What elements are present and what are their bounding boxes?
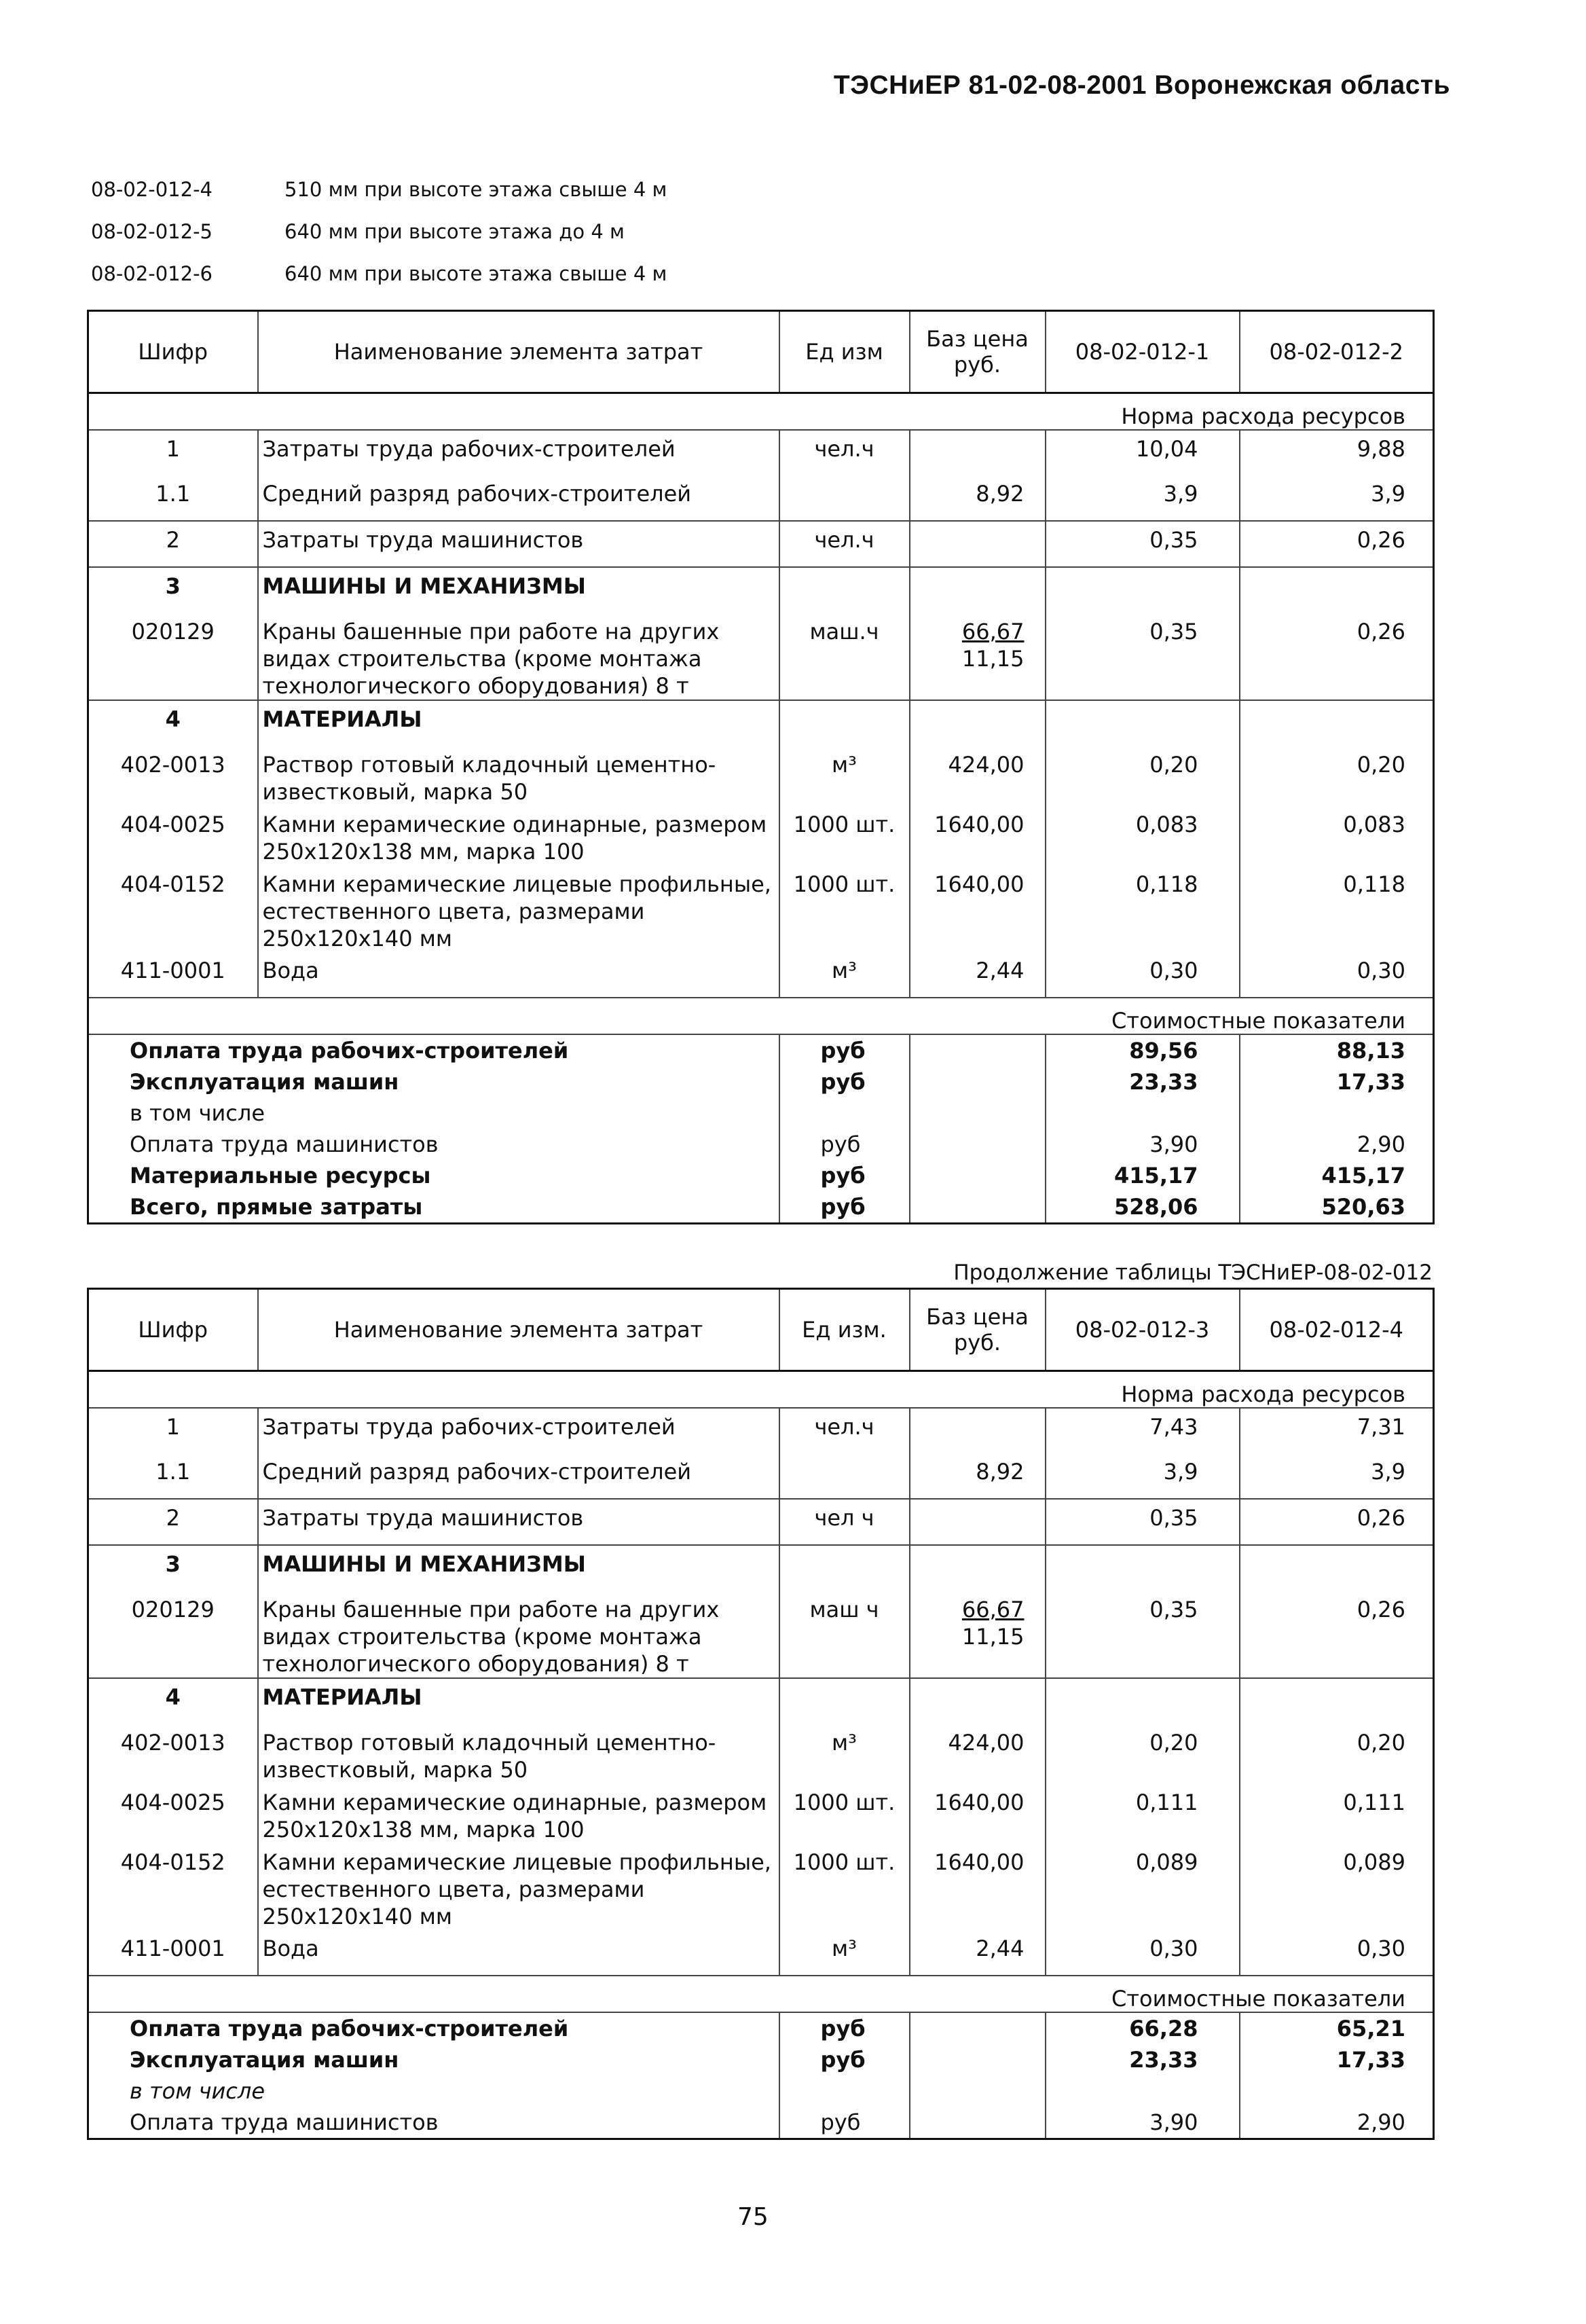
row-price-secondary: 11,15	[961, 646, 1025, 672]
summary-label: Эксплуатация машин	[130, 2047, 399, 2073]
row-unit: 1000 шт.	[779, 1843, 910, 1930]
summary-row	[88, 1191, 1434, 1224]
row-name: Вода	[258, 952, 779, 998]
summary-value-1: 528,06	[1046, 1191, 1240, 1224]
row-value-1: 3,9	[1046, 1453, 1240, 1499]
row-code: 404-0025	[120, 812, 225, 837]
summary-value-1: 23,33	[1046, 1066, 1240, 1097]
norm-label-row	[88, 393, 1434, 431]
section-code: 4	[88, 1678, 258, 1724]
summary-value-2: 88,13	[1240, 1034, 1434, 1066]
table-row	[88, 1724, 1434, 1783]
row-code: 411-0001	[120, 1936, 225, 1961]
row-value-2: 0,30	[1240, 952, 1434, 998]
summary-value-2: 415,17	[1240, 1160, 1434, 1191]
section-code: 3	[88, 1545, 258, 1591]
row-unit: м³	[779, 1930, 910, 1976]
row-price-main: 66,67	[961, 619, 1025, 644]
row-value-2: 0,118	[1240, 865, 1434, 952]
row-unit	[779, 475, 910, 521]
summary-row	[88, 1034, 1434, 1066]
summary-unit: руб	[779, 1066, 910, 1097]
row-name: Краны башенные при работе на других видах строительства (кроме монтажа технологического оборудования) 8 т	[258, 613, 779, 700]
row-name: Раствор готовый кладочный цементно-известковый, марка 50	[258, 1724, 779, 1783]
summary-label: в том числе	[130, 1100, 265, 1126]
row-value-1: 0,35	[1046, 613, 1240, 700]
header-name: Наименование элемента затрат	[258, 1289, 779, 1371]
row-code: 404-0025	[120, 1790, 225, 1815]
summary-value-1: 415,17	[1046, 1160, 1240, 1191]
row-code: 1.1	[155, 481, 191, 507]
row-price: 424,00	[910, 1724, 1046, 1783]
header-price: Баз цена руб.	[910, 1289, 1046, 1371]
summary-value-1: 66,28	[1046, 2012, 1240, 2044]
row-price: 8,92	[910, 475, 1046, 521]
header-code: Шифр	[88, 311, 258, 393]
row-value-2: 0,20	[1240, 1724, 1434, 1783]
row-unit: м³	[779, 1724, 910, 1783]
intro-code: 08-02-012-5	[91, 220, 213, 243]
header-unit: Ед изм.	[779, 1289, 910, 1371]
row-price-main: 66,67	[961, 1597, 1025, 1622]
intro-text: 510 мм при высоте этажа свыше 4 м	[284, 178, 667, 201]
row-value-2: 0,20	[1240, 746, 1434, 805]
row-code: 1	[166, 1414, 180, 1440]
summary-unit: руб	[779, 1034, 910, 1066]
row-code: 020129	[131, 1597, 215, 1622]
row-unit: чел.ч	[779, 430, 910, 475]
header-price: Баз цена руб.	[910, 311, 1046, 393]
summary-row	[88, 1066, 1434, 1097]
section-title: МАТЕРИАЛЫ	[258, 700, 779, 746]
row-code: 020129	[131, 619, 215, 644]
resource-table-1	[87, 310, 1435, 1224]
row-value-1: 0,30	[1046, 1930, 1240, 1976]
table-row	[88, 1591, 1434, 1678]
summary-row	[88, 1097, 1434, 1129]
intro-item	[91, 262, 667, 304]
row-unit: маш.ч	[779, 613, 910, 700]
row-name: Затраты труда рабочих-строителей	[258, 1408, 779, 1453]
summary-row	[88, 2107, 1434, 2139]
row-price	[910, 521, 1046, 567]
summary-value-1: 3,90	[1046, 1129, 1240, 1160]
row-unit: 1000 шт.	[779, 1783, 910, 1843]
row-name: Затраты труда рабочих-строителей	[258, 430, 779, 475]
row-name: Краны башенные при работе на других видах строительства (кроме монтажа технологического оборудования) 8 т	[258, 1591, 779, 1678]
row-name: Средний разряд рабочих-строителей	[258, 475, 779, 521]
summary-unit: руб	[779, 2107, 910, 2139]
summary-label: в том числе	[130, 2078, 265, 2104]
section-row	[88, 1678, 1434, 1724]
section-title: МАШИНЫ И МЕХАНИЗМЫ	[258, 1545, 779, 1591]
summary-unit: руб	[779, 1129, 910, 1160]
table-row	[88, 475, 1434, 521]
row-value-2: 0,26	[1240, 1591, 1434, 1678]
table-row	[88, 805, 1434, 865]
row-value-1: 0,20	[1046, 746, 1240, 805]
row-name: Камни керамические лицевые профильные, естественного цвета, размерами 250х120х140 мм	[258, 1843, 779, 1930]
row-value-2: 7,31	[1240, 1408, 1434, 1453]
row-price	[910, 1499, 1046, 1545]
row-unit: чел.ч	[779, 1408, 910, 1453]
row-price: 2,44	[910, 952, 1046, 998]
page-number: 75	[737, 2203, 769, 2231]
row-unit: м³	[779, 746, 910, 805]
section-row	[88, 567, 1434, 613]
row-price: 2,44	[910, 1930, 1046, 1976]
table-row	[88, 1843, 1434, 1930]
summary-value-2: 2,90	[1240, 1129, 1434, 1160]
row-value-2: 0,26	[1240, 521, 1434, 567]
row-price-secondary: 11,15	[961, 1624, 1025, 1650]
cost-label-row	[88, 998, 1434, 1034]
row-code: 2	[88, 521, 258, 567]
summary-value-2: 17,33	[1240, 1066, 1434, 1097]
row-name: Средний разряд рабочих-строителей	[258, 1453, 779, 1499]
row-code: 1	[166, 436, 180, 462]
resource-table-2	[87, 1288, 1435, 2140]
summary-label: Всего, прямые затраты	[130, 1194, 423, 1220]
summary-value-1	[1046, 2075, 1240, 2107]
intro-item	[91, 220, 667, 262]
table-row	[88, 1930, 1434, 1976]
cost-label-row	[88, 1976, 1434, 2012]
row-value-1: 0,35	[1046, 1591, 1240, 1678]
intro-text: 640 мм при высоте этажа до 4 м	[284, 220, 625, 243]
row-unit: 1000 шт.	[779, 805, 910, 865]
table-row	[88, 865, 1434, 952]
summary-unit	[779, 2075, 910, 2107]
summary-label: Оплата труда машинистов	[130, 2109, 439, 2135]
row-price	[910, 430, 1046, 475]
header-col2: 08-02-012-4	[1240, 1289, 1434, 1371]
summary-value-1: 23,33	[1046, 2044, 1240, 2075]
table-row	[88, 613, 1434, 700]
summary-value-2: 2,90	[1240, 2107, 1434, 2139]
row-value-1: 3,9	[1046, 475, 1240, 521]
row-price: 1640,00	[910, 805, 1046, 865]
row-value-2: 0,30	[1240, 1930, 1434, 1976]
row-name: Затраты труда машинистов	[258, 521, 779, 567]
row-code: 402-0013	[120, 1730, 225, 1756]
header-unit: Ед изм	[779, 311, 910, 393]
row-value-2: 0,26	[1240, 613, 1434, 700]
table-row	[88, 1453, 1434, 1499]
section-title: МАШИНЫ И МЕХАНИЗМЫ	[258, 567, 779, 613]
norm-label: Норма расхода ресурсов	[88, 1371, 1434, 1409]
section-title: МАТЕРИАЛЫ	[258, 1678, 779, 1724]
table-header-row	[88, 1289, 1434, 1371]
intro-code: 08-02-012-6	[91, 262, 213, 285]
row-value-1: 7,43	[1046, 1408, 1240, 1453]
row-code: 402-0013	[120, 752, 225, 778]
row-value-1: 0,35	[1046, 521, 1240, 567]
header-col1: 08-02-012-3	[1046, 1289, 1240, 1371]
table-row	[88, 1499, 1434, 1545]
summary-value-2: 520,63	[1240, 1191, 1434, 1224]
cost-label: Стоимостные показатели	[88, 1976, 1434, 2012]
section-code: 4	[88, 700, 258, 746]
summary-unit: руб	[779, 2012, 910, 2044]
summary-label: Оплата труда машинистов	[130, 1131, 439, 1157]
row-value-2: 3,9	[1240, 475, 1434, 521]
summary-row	[88, 2044, 1434, 2075]
row-name: Затраты труда машинистов	[258, 1499, 779, 1545]
summary-value-2: 65,21	[1240, 2012, 1434, 2044]
table-row	[88, 952, 1434, 998]
row-value-2: 0,26	[1240, 1499, 1434, 1545]
row-value-1: 0,20	[1046, 1724, 1240, 1783]
row-name: Камни керамические лицевые профильные, естественного цвета, размерами 250х120х140 мм	[258, 865, 779, 952]
row-unit: чел.ч	[779, 521, 910, 567]
header-name: Наименование элемента затрат	[258, 311, 779, 393]
summary-value-1	[1046, 1097, 1240, 1129]
summary-value-1: 3,90	[1046, 2107, 1240, 2139]
summary-label: Материальные ресурсы	[130, 1163, 431, 1188]
summary-unit: руб	[779, 1160, 910, 1191]
summary-label: Эксплуатация машин	[130, 1069, 399, 1095]
header-col2: 08-02-012-2	[1240, 311, 1434, 393]
row-price	[910, 613, 1046, 700]
row-price: 8,92	[910, 1453, 1046, 1499]
row-unit: 1000 шт.	[779, 865, 910, 952]
summary-value-2: 17,33	[1240, 2044, 1434, 2075]
row-code: 404-0152	[120, 871, 225, 897]
row-value-1: 0,111	[1046, 1783, 1240, 1843]
row-code: 1.1	[155, 1459, 191, 1485]
row-value-1: 10,04	[1046, 430, 1240, 475]
row-value-1: 0,30	[1046, 952, 1240, 998]
continuation-title: Продолжение таблицы ТЭСНиЕР-08-02-012	[953, 1260, 1433, 1285]
section-row	[88, 1545, 1434, 1591]
table-row	[88, 1408, 1434, 1453]
summary-row	[88, 1160, 1434, 1191]
row-unit: чел ч	[779, 1499, 910, 1545]
row-unit: маш ч	[779, 1591, 910, 1678]
row-value-1: 0,083	[1046, 805, 1240, 865]
header-col1: 08-02-012-1	[1046, 311, 1240, 393]
intro-list	[91, 178, 667, 304]
row-name: Камни керамические одинарные, размером 250х120х138 мм, марка 100	[258, 805, 779, 865]
summary-unit: руб	[779, 2044, 910, 2075]
row-value-2: 3,9	[1240, 1453, 1434, 1499]
section-row	[88, 700, 1434, 746]
row-code: 2	[88, 1499, 258, 1545]
table-header-row	[88, 311, 1434, 393]
summary-unit: руб	[779, 1191, 910, 1224]
summary-unit	[779, 1097, 910, 1129]
summary-value-1: 89,56	[1046, 1034, 1240, 1066]
cost-label: Стоимостные показатели	[88, 998, 1434, 1034]
document-header: ТЭСНиЕР 81-02-08-2001 Воронежская область	[833, 71, 1450, 100]
row-name: Раствор готовый кладочный цементно-известковый, марка 50	[258, 746, 779, 805]
section-code: 3	[88, 567, 258, 613]
row-name: Камни керамические одинарные, размером 250х120х138 мм, марка 100	[258, 1783, 779, 1843]
header-code: Шифр	[88, 1289, 258, 1371]
row-price: 1640,00	[910, 865, 1046, 952]
row-value-1: 0,35	[1046, 1499, 1240, 1545]
row-value-1: 0,118	[1046, 865, 1240, 952]
table-row	[88, 430, 1434, 475]
row-price: 1640,00	[910, 1783, 1046, 1843]
row-value-2: 0,089	[1240, 1843, 1434, 1930]
row-price: 424,00	[910, 746, 1046, 805]
intro-item	[91, 178, 667, 220]
row-price	[910, 1591, 1046, 1678]
row-unit: м³	[779, 952, 910, 998]
summary-label: Оплата труда рабочих-строителей	[130, 2016, 569, 2041]
row-value-2: 9,88	[1240, 430, 1434, 475]
summary-value-2	[1240, 2075, 1434, 2107]
summary-value-2	[1240, 1097, 1434, 1129]
norm-label-row	[88, 1371, 1434, 1409]
table-row	[88, 521, 1434, 567]
row-value-2: 0,083	[1240, 805, 1434, 865]
row-price: 1640,00	[910, 1843, 1046, 1930]
norm-label: Норма расхода ресурсов	[88, 393, 1434, 431]
row-value-2: 0,111	[1240, 1783, 1434, 1843]
intro-code: 08-02-012-4	[91, 178, 213, 201]
row-name: Вода	[258, 1930, 779, 1976]
table-row	[88, 1783, 1434, 1843]
row-price	[910, 1408, 1046, 1453]
row-unit	[779, 1453, 910, 1499]
summary-label: Оплата труда рабочих-строителей	[130, 1038, 569, 1064]
summary-row	[88, 1129, 1434, 1160]
row-value-1: 0,089	[1046, 1843, 1240, 1930]
table-row	[88, 746, 1434, 805]
summary-row	[88, 2012, 1434, 2044]
intro-text: 640 мм при высоте этажа свыше 4 м	[284, 262, 667, 285]
row-code: 411-0001	[120, 958, 225, 983]
summary-row	[88, 2075, 1434, 2107]
row-code: 404-0152	[120, 1849, 225, 1875]
